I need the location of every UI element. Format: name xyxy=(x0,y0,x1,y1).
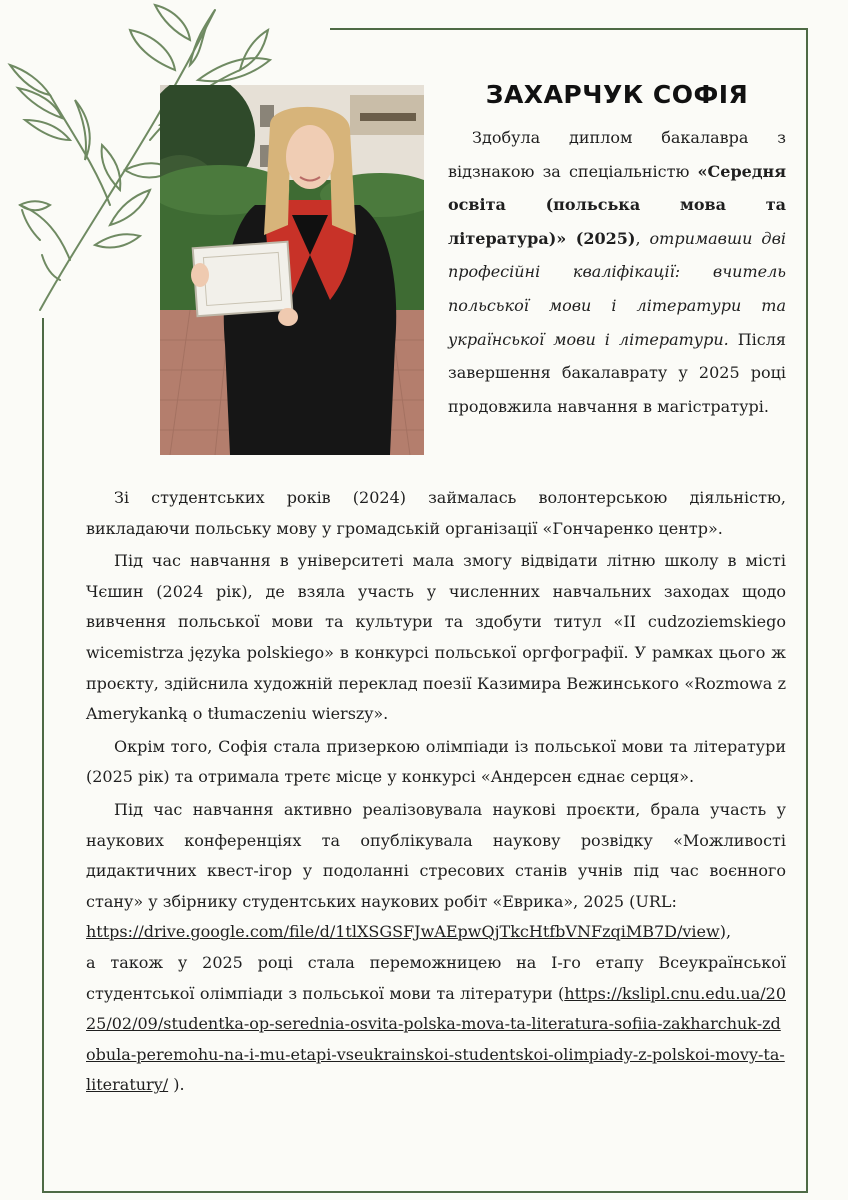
university-news-link[interactable]: https://kslipl.cnu.edu.ua/2025/02/09/studentka-op-serednia-osvita-polska-mova-ta-literatura-sofiia-zakharchuk-zdobula-peremohu-na-i-mu-etapi-vseukrainskoi-studentskoi-olimpiady-z-polskoi-movy-ta-literatury/ xyxy=(86,983,786,1095)
volunteer-paragraph: Зі студентських років (2024) займалась волонтерською діяльністю, викладаючи польську мову у громадській організації «Гончаренко центр». xyxy=(86,488,786,538)
graduate-photo xyxy=(160,85,424,455)
specialty-text: «Середня освіта (польська мова та література)» (2025) xyxy=(448,161,787,248)
drive-link[interactable]: https://drive.google.com/file/d/1tlXSGSFJwAEpwQjTkcHtfbVNFzqiMB7D/view xyxy=(86,922,720,942)
research-paragraph xyxy=(86,795,786,1101)
research-text-continued: а також у 2025 році стала переможницею на I-го етапу Всеукраїнської студентської олімпіади з польської мови та літератури ( xyxy=(86,952,786,1003)
qualification-text: отримавши дві професійні кваліфікації: вчитель польської мови і літератури та української мови і літератури. xyxy=(448,228,787,349)
summer-school-paragraph: Під час навчання в університеті мала змогу відвідати літню школу в місті Чєшин (2024 рік), де взяла участь у численних навчальних заходах щодо вивчення польської мови та культури та здобути титул «II cudzoziemskiego wicemistrza języka polskiego» в конкурсі польської оргфографії. У рамках цього ж проєкту, здійснила художній переклад поезії Казимира Вежинського «Rozmowa z Amerykanką o tłumaczeniu wierszy». xyxy=(86,551,786,724)
olympiad-paragraph: Окрім того, Софія стала призеркою олімпіади із польської мови та літератури (2025 рік) та отримала третє місце у конкурсі «Андерсен єднає серця». xyxy=(86,736,786,787)
research-text-end: ). xyxy=(168,1075,185,1095)
research-text-close: ), xyxy=(719,922,732,942)
intro-text: Здобула диплом бакалавра з відзнакою за спеціальністю xyxy=(448,128,786,181)
main-text xyxy=(86,483,786,1101)
intro-separator: , xyxy=(635,228,650,248)
research-text: Під час навчання активно реалізовувала наукові проєкти, брала участь у наукових конференціях та опублікувала наукову розвідку «Можливості дидактичних квест-ігор у подоланні стресових станів учнів під час воєнного стану» у збірнику студентських наукових робіт «Еврика», 2025 (URL: xyxy=(86,799,786,911)
intro-paragraph xyxy=(448,121,786,423)
page-title: ЗАХАРЧУК СОФІЯ xyxy=(485,80,749,109)
intro-text-end: Після завершення бакалаврату у 2025 році продовжила навчання в магістратурі. xyxy=(448,329,787,416)
